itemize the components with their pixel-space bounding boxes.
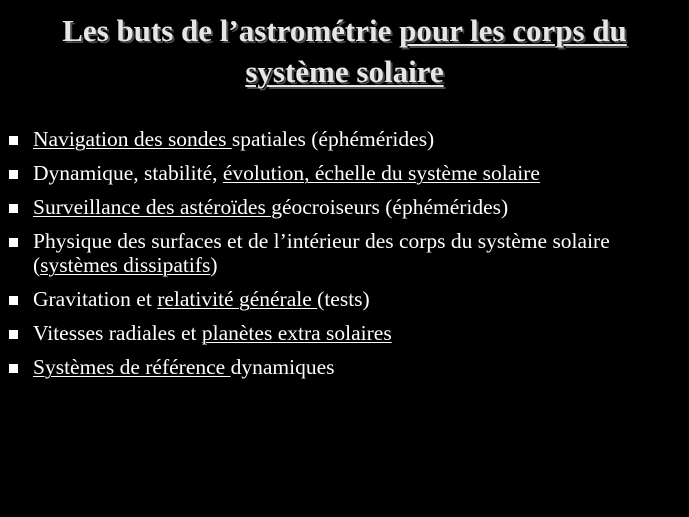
bullet-item: [8, 161, 678, 185]
bullet-text: Vitesses radiales et: [33, 321, 202, 345]
bullet-text: (tests): [317, 287, 370, 311]
bullet-square-icon: [9, 364, 18, 373]
bullet-text-underlined: systèmes dissipatifs: [40, 253, 211, 277]
bullet-text: éocroiseurs (éphémérides): [281, 195, 509, 219]
bullet-text: Gravitation et: [33, 287, 158, 311]
bullet-item: [8, 287, 678, 311]
bullet-text-underlined: relativité générale: [157, 287, 318, 311]
bullet-square-icon: [9, 330, 18, 339]
bullet-item: [8, 127, 678, 151]
bullet-text-underlined: planètes extra solaires: [201, 321, 392, 345]
bullet-text-underlined: Navigation des sondes: [33, 127, 232, 151]
bullet-text-underlined: Systèmes de référence: [33, 355, 231, 379]
bullet-text: dynamiques: [230, 355, 335, 379]
bullet-item: [8, 355, 678, 379]
title-underlined-2: système solaire: [245, 54, 444, 89]
bullet-text: Dynamique, stabilité,: [33, 161, 223, 185]
bullet-square-icon: [9, 296, 18, 305]
slide-title: [20, 10, 669, 92]
bullet-text: spatiales (éphémérides): [231, 127, 435, 151]
title-plain: Les buts de l’astrométrie: [62, 13, 400, 48]
bullet-item: [8, 195, 678, 219]
bullet-square-icon: [9, 238, 18, 247]
bullet-list: [8, 127, 678, 389]
bullet-item: [8, 321, 678, 345]
bullet-text-underlined: Surveillance des astéroïdes g: [33, 195, 282, 219]
bullet-square-icon: [9, 204, 18, 213]
bullet-square-icon: [9, 170, 18, 179]
bullet-text: ): [210, 253, 218, 277]
bullet-item: [8, 229, 678, 277]
bullet-text-underlined: évolution, échelle du système solaire: [222, 161, 540, 185]
title-underlined-1: pour les corps du: [399, 13, 627, 48]
bullet-text: Physique des surfaces et de l’intérieur des corps du système solaire (: [33, 229, 610, 277]
bullet-square-icon: [9, 136, 18, 145]
